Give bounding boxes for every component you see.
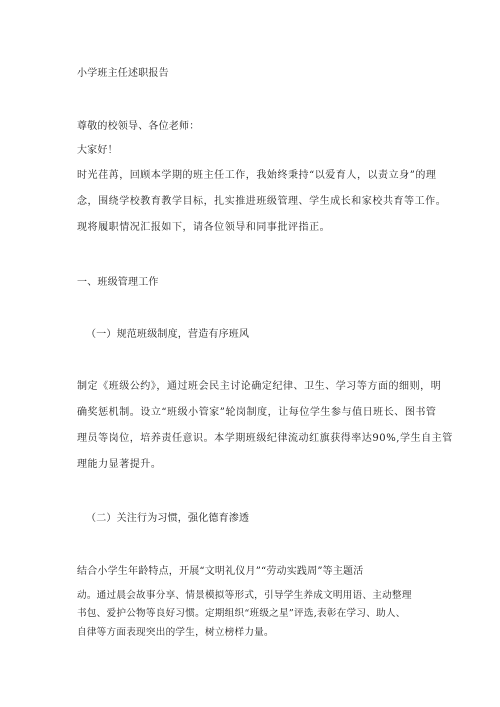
subsection-2-line-4: 自律等方面表现突出的学生，树立榜样力量。 bbox=[77, 627, 274, 638]
subsection-heading-2: （二）关注行为习惯，强化德育渗透 bbox=[86, 513, 250, 524]
intro-line-2: 念，围绕学校教育教学目标，扎实推进班级管理、学生成长和家校共育等工作。 bbox=[77, 196, 447, 207]
intro-line-3: 现将履职情况汇报如下，请各位领导和同事批评指正。 bbox=[77, 222, 331, 233]
subsection-1-line-1: 制定《班级公约》，通过班会民主讨论确定纪律、卫生、学习等方面的细则，明 bbox=[77, 381, 442, 392]
subsection-heading-1: （一）规范班级制度，营造有序班风 bbox=[86, 329, 250, 340]
subsection-1-line-4: 理能力显著提升。 bbox=[77, 459, 162, 470]
greeting: 大家好！ bbox=[77, 145, 118, 156]
subsection-2-line-1: 结合小学生年龄特点，开展“文明礼仪月”“劳动实践周”等主题活 bbox=[77, 566, 364, 577]
subsection-1-line-3: 理员等岗位，培养责任意识。本学期班级纪律流动红旗获得率达90%,学生自主管 bbox=[77, 433, 453, 444]
section-heading-class-management: 一、班级管理工作 bbox=[77, 277, 159, 288]
salutation: 尊敬的校领导、各位老师： bbox=[77, 121, 200, 132]
subsection-1-line-2: 确奖惩机制。设立“班级小管家”轮岗制度，让每位学生参与值日班长、图书管 bbox=[77, 407, 437, 418]
document-title: 小学班主任述职报告 bbox=[77, 68, 169, 79]
subsection-2-line-3: 书包、爱护公物等良好习惯。定期组织“班级之星”评选,表彰在学习、助人、 bbox=[77, 608, 406, 619]
intro-line-1: 时光荏苒，回顾本学期的班主任工作，我始终秉持“以爱育人，以责立身”的理 bbox=[77, 170, 437, 181]
subsection-2-line-2: 动。通过晨会故事分享、情景模拟等形式，引导学生养成文明用语、主动整理 bbox=[77, 590, 412, 601]
